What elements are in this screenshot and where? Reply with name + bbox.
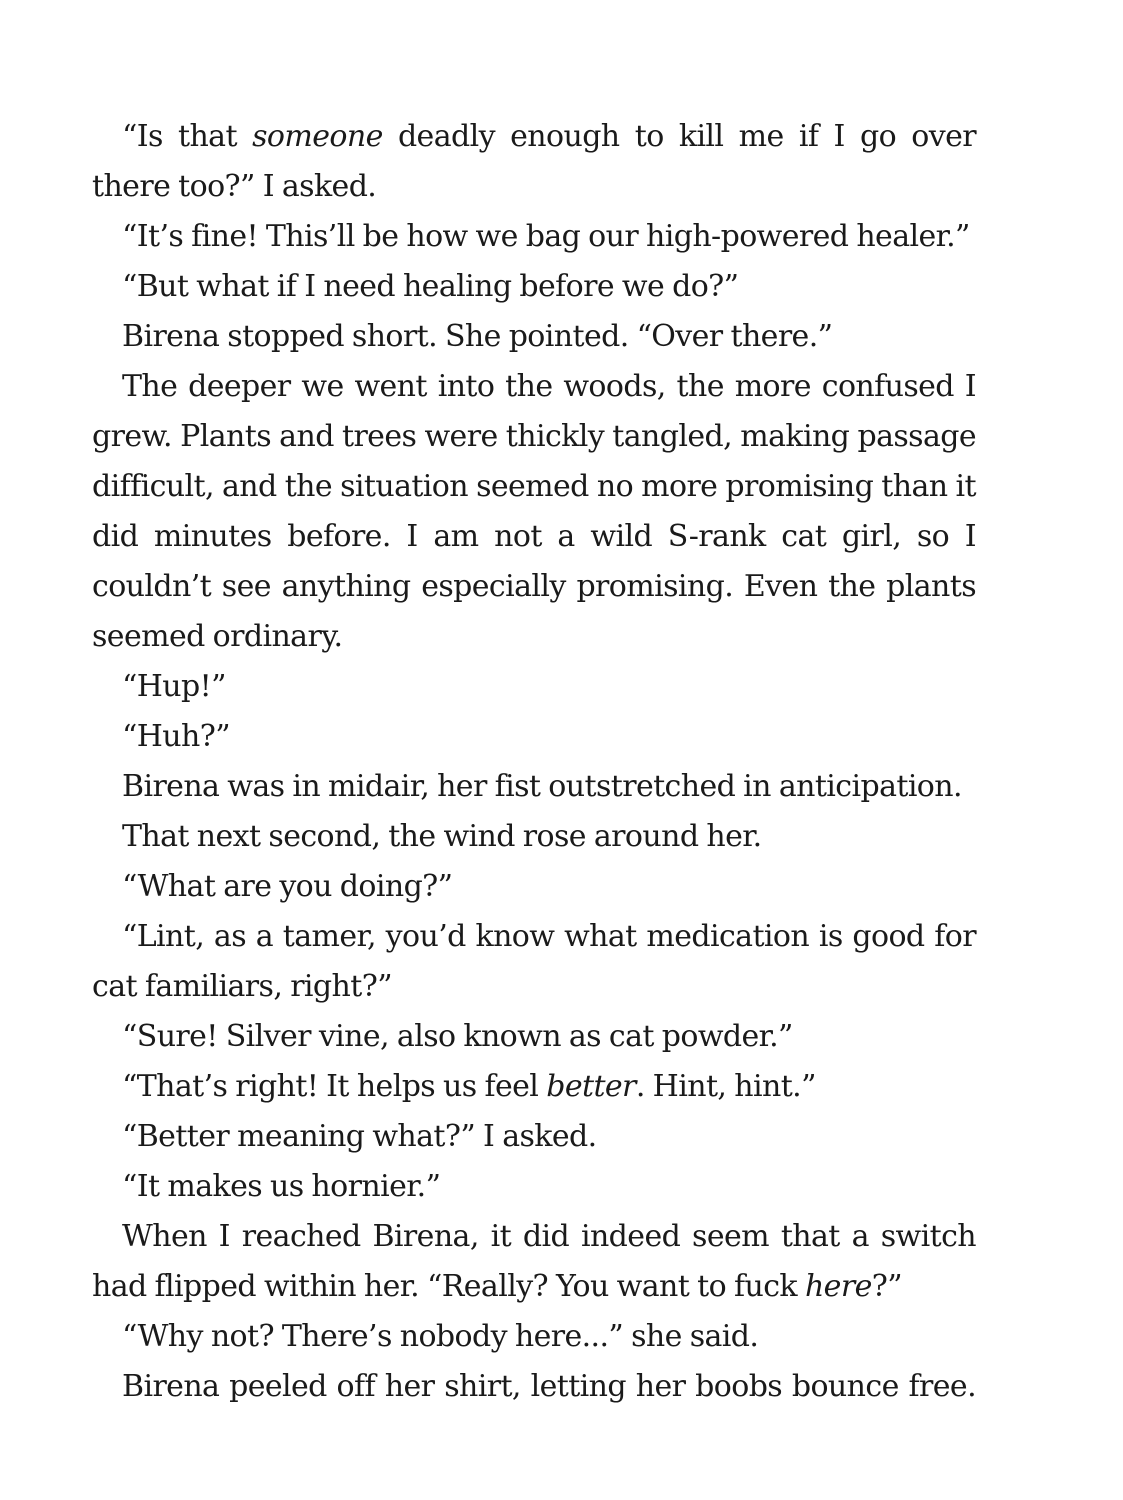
text-run: deadly enough to kill me if I go over there too?” I asked. (92, 119, 976, 204)
text-run: “Is that (122, 119, 253, 154)
paragraph (92, 762, 976, 812)
paragraph (92, 1312, 976, 1362)
text-run: “Hup!” (122, 669, 226, 704)
text-run: Birena was in midair, her fist outstretched in anticipation. (122, 769, 962, 804)
text-run: “That’s right! It helps us feel (122, 1069, 547, 1104)
paragraph (92, 712, 976, 762)
paragraph (92, 262, 976, 312)
text-run: “Lint, as a tamer, you’d know what medication is good for cat familiars, right?” (92, 919, 976, 1004)
book-page (92, 112, 976, 1412)
paragraph (92, 1112, 976, 1162)
paragraph (92, 1012, 976, 1062)
paragraph (92, 1162, 976, 1212)
paragraph (92, 912, 976, 1012)
text-run: Birena stopped short. She pointed. “Over there.” (122, 319, 833, 354)
paragraph (92, 1362, 976, 1412)
paragraph (92, 662, 976, 712)
paragraph (92, 1212, 976, 1312)
paragraph (92, 312, 976, 362)
paragraph (92, 212, 976, 262)
text-run: “Huh?” (122, 719, 230, 754)
text-run: . Hint, hint.” (635, 1069, 816, 1104)
text-run: The deeper we went into the woods, the more confused I grew. Plants and trees were thickly tangled, making passage difficult, and the situation seemed no more promising than it did minutes before. I am not a wild S-rank cat girl, so I couldn’t see anything especially promising. Even the plants seemed ordinary. (92, 369, 976, 654)
text-run: When I reached Birena, it did indeed seem that a switch had flipped within her. “Really? You want to fuck (92, 1219, 976, 1304)
italic-text-run: better (546, 1069, 636, 1104)
paragraph (92, 1062, 976, 1112)
text-run: “But what if I need healing before we do?” (122, 269, 739, 304)
paragraph (92, 112, 976, 212)
text-run: “It makes us hornier.” (122, 1169, 441, 1204)
text-run: “Sure! Silver vine, also known as cat powder.” (122, 1019, 793, 1054)
text-run: ?” (871, 1269, 902, 1304)
text-run: Birena peeled off her shirt, letting her boobs bounce free. (122, 1369, 976, 1404)
paragraph (92, 812, 976, 862)
paragraph (92, 862, 976, 912)
paragraph (92, 362, 976, 662)
italic-text-run: someone (252, 119, 383, 154)
text-run: “It’s fine! This’ll be how we bag our high-powered healer.” (122, 219, 970, 254)
italic-text-run: here (804, 1269, 872, 1304)
text-run: “Better meaning what?” I asked. (122, 1119, 597, 1154)
text-run: “What are you doing?” (122, 869, 453, 904)
text-run: “Why not? There’s nobody here...” she said. (122, 1319, 759, 1354)
text-run: That next second, the wind rose around her. (122, 819, 762, 854)
